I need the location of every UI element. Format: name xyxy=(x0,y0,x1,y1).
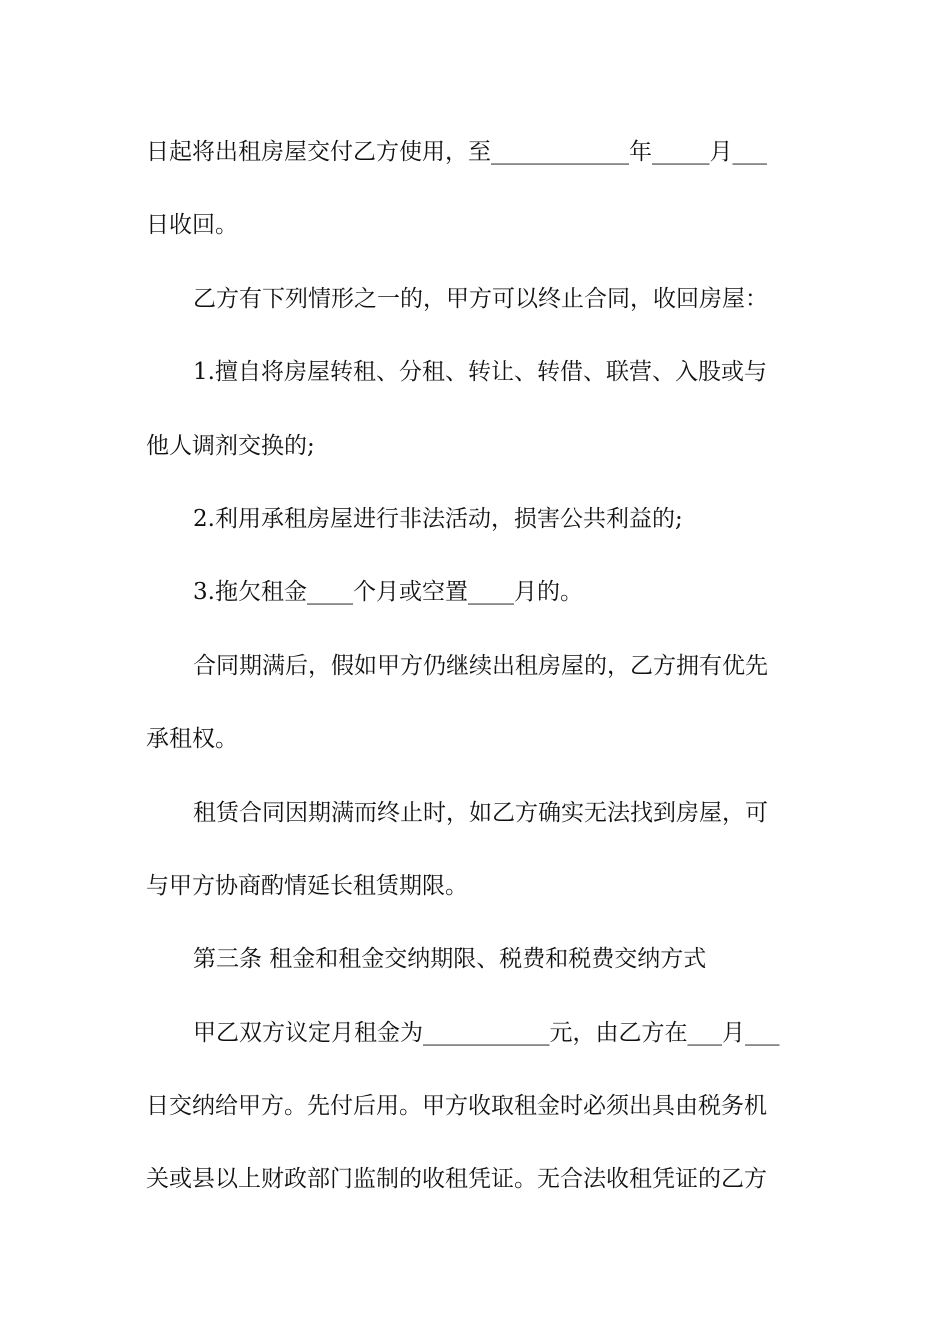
text-line: 甲乙双方议定月租金为___________元，由乙方在___月___ xyxy=(193,1019,780,1046)
section-heading: 第三条 租金和租金交纳期限、税费和税费交纳方式 xyxy=(193,946,707,973)
text-line: 3.拖欠租金____个月或空置____月的。 xyxy=(193,579,583,606)
text-line: 合同期满后，假如甲方仍继续出租房屋的，乙方拥有优先 xyxy=(193,652,768,679)
text-line: 租赁合同因期满而终止时，如乙方确实无法找到房屋，可 xyxy=(193,799,768,826)
text-line: 日收回。 xyxy=(146,212,238,239)
contract-body-text xyxy=(146,128,806,1229)
text-line: 日交纳给甲方。先付后用。甲方收取租金时必须出具由税务机 xyxy=(146,1093,767,1120)
text-line: 与甲方协商酌情延长租赁期限。 xyxy=(146,872,468,899)
text-line: 日起将出租房屋交付乙方使用，至____________年_____月___ xyxy=(146,139,767,165)
text-line: 1.擅自将房屋转租、分租、转让、转借、联营、入股或与 xyxy=(193,359,767,386)
text-line: 承租权。 xyxy=(146,726,238,753)
text-line: 乙方有下列情形之一的，甲方可以终止合同，收回房屋： xyxy=(193,285,768,312)
text-line: 他人调剂交换的; xyxy=(146,432,315,459)
text-line: 2.利用承租房屋进行非法活动，损害公共利益的; xyxy=(193,505,683,532)
text-line: 关或县以上财政部门监制的收租凭证。无合法收租凭证的乙方 xyxy=(146,1166,767,1193)
